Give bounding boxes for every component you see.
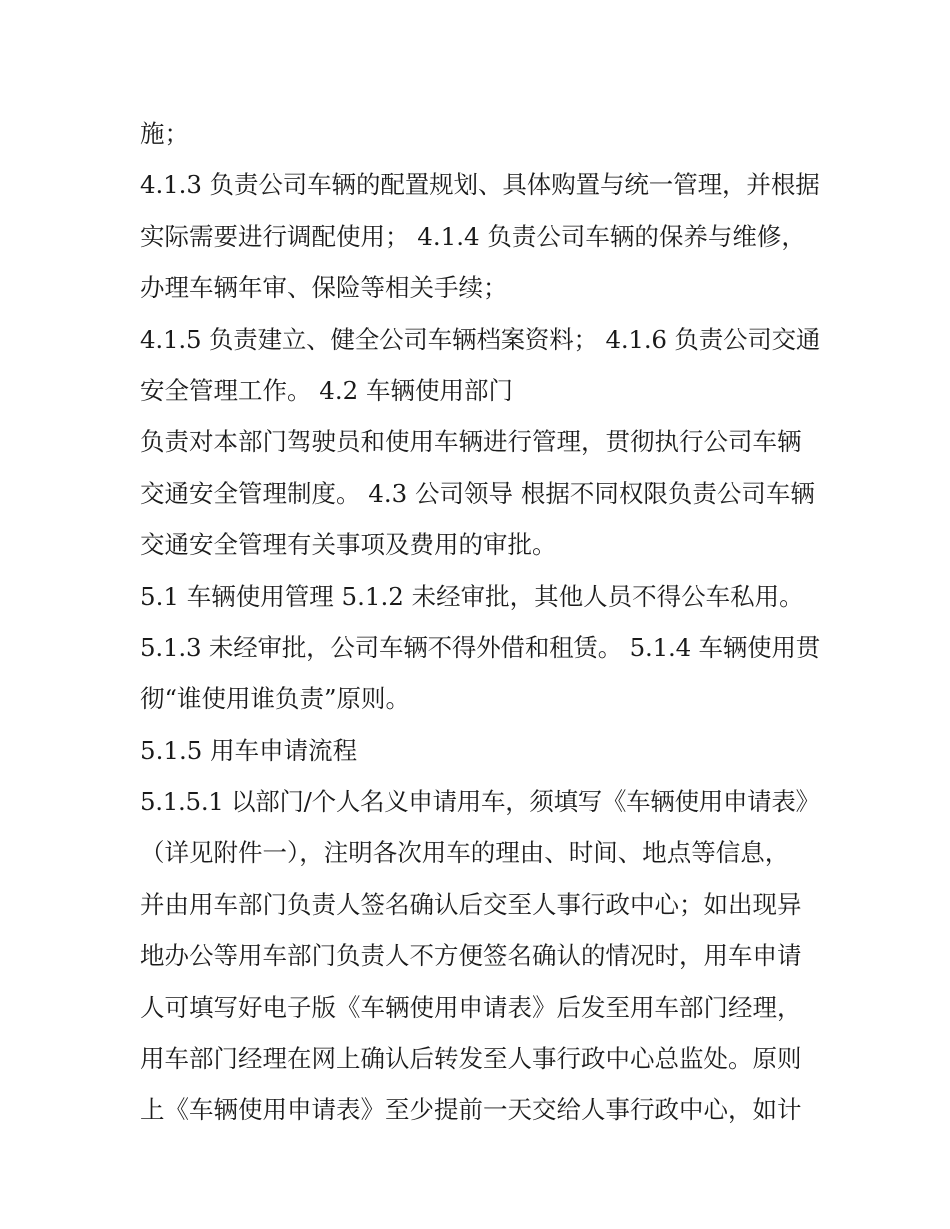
text-line: 用车部门经理在网上确认后转发至人事行政中心总监处。原则: [140, 1044, 802, 1074]
text-line: 上《车辆使用申请表》至少提前一天交给人事行政中心，如计: [140, 1095, 802, 1125]
text-line: 彻“谁使用谁负责”原则。: [140, 684, 411, 714]
text-line: 人可填写好电子版《车辆使用申请表》后发至用车部门经理，: [140, 992, 802, 1022]
text-line: 4.1.3 负责公司车辆的配置规划、具体购置与统一管理，并根据: [140, 170, 820, 200]
text-line: 并由用车部门负责人签名确认后交至人事行政中心；如出现异: [140, 889, 802, 919]
text-line: （详见附件一），注明各次用车的理由、时间、地点等信息，: [140, 838, 790, 868]
text-line: 交通安全管理制度。 4.3 公司领导 根据不同权限负责公司车辆: [140, 478, 815, 508]
text-line: 5.1 车辆使用管理 5.1.2 未经审批，其他人员不得公车私用。: [140, 581, 804, 611]
text-line: 办理车辆年审、保险等相关手续；: [140, 273, 508, 303]
document-body: [140, 108, 820, 1136]
text-line: 实际需要进行调配使用； 4.1.4 负责公司车辆的保养与维修，: [140, 221, 806, 251]
text-line: 安全管理工作。 4.2 车辆使用部门: [140, 375, 514, 405]
text-line: 负责对本部门驾驶员和使用车辆进行管理，贯彻执行公司车辆: [140, 427, 802, 457]
text-line: 交通安全管理有关事项及费用的审批。: [140, 530, 557, 560]
text-line: 5.1.5 用车申请流程: [140, 735, 358, 765]
text-line: 施；: [140, 119, 189, 148]
text-line: 5.1.5.1 以部门/个人名义申请用车，须填写《车辆使用申请表》: [140, 787, 820, 817]
text-line: 地办公等用车部门负责人不方便签名确认的情况时，用车申请: [140, 941, 802, 971]
text-line: 4.1.5 负责建立、健全公司车辆档案资料； 4.1.6 负责公司交通: [140, 324, 821, 354]
text-line: 5.1.3 未经审批，公司车辆不得外借和租赁。 5.1.4 车辆使用贯: [140, 632, 821, 662]
